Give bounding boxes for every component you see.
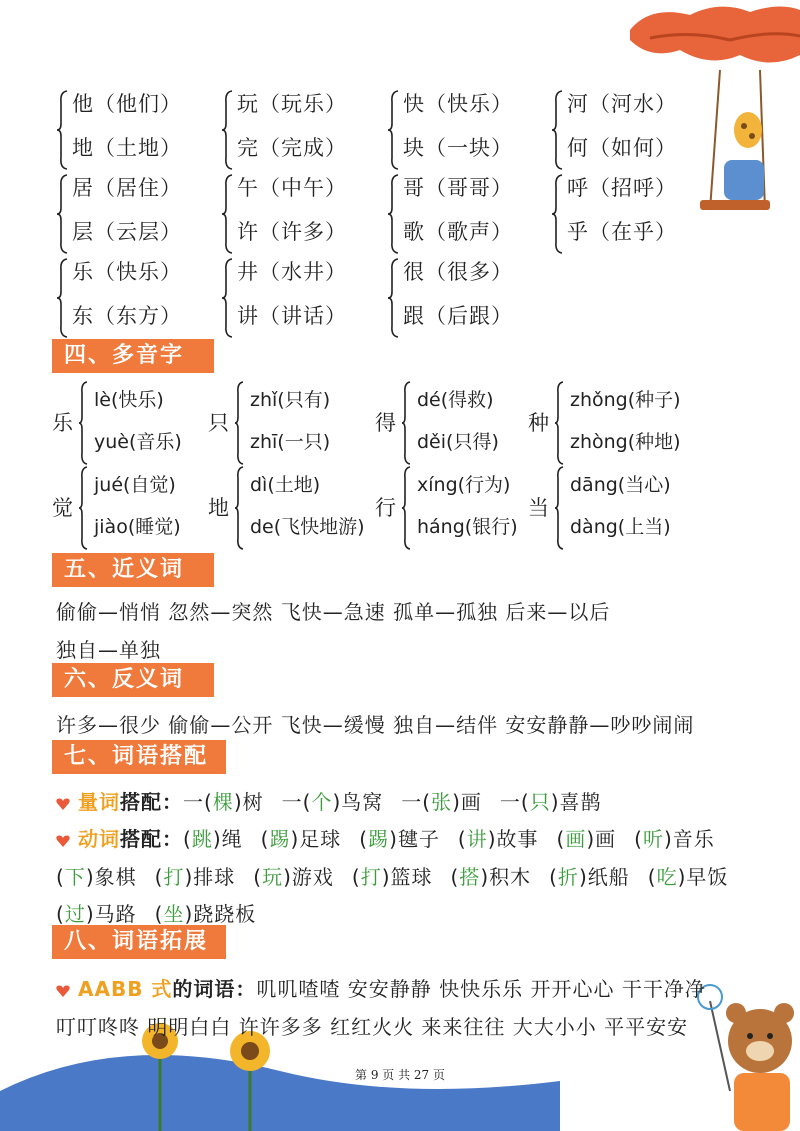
polyphone-group bbox=[52, 466, 227, 550]
verb-line-3 bbox=[56, 898, 274, 927]
brace-icon bbox=[78, 466, 88, 550]
collocation-item: (听)音乐 bbox=[634, 827, 715, 851]
section-8-header: 八、词语拓展 bbox=[52, 925, 226, 959]
expansion-words-1: 叽叽喳喳 安安静静 快快乐乐 开开心心 干干净净 bbox=[256, 977, 706, 1001]
collocation-item: (踢)足球 bbox=[260, 827, 342, 851]
collocation-item: (跳)绳 bbox=[183, 827, 243, 851]
brace-icon bbox=[234, 466, 244, 550]
char-group-item: 东（东方） bbox=[72, 304, 182, 328]
polyphone-group bbox=[208, 466, 383, 550]
polyphone-char: 觉 bbox=[52, 496, 73, 520]
polyphone-reading: dàng(上当) bbox=[570, 516, 671, 538]
collocation-item: (搭)积木 bbox=[450, 865, 532, 889]
char-group-item: 跟（后跟） bbox=[403, 304, 513, 328]
char-group-item: 井（水井） bbox=[237, 260, 347, 284]
char-group bbox=[221, 88, 371, 172]
measure-label: 搭配： bbox=[120, 790, 183, 814]
collocation-item: 一(个)鸟窝 bbox=[281, 790, 384, 814]
collocation-item: (踢)毽子 bbox=[359, 827, 440, 851]
polyphone-group bbox=[375, 381, 550, 465]
collocation-word: 坐 bbox=[163, 902, 185, 926]
collocation-item: (玩)游戏 bbox=[253, 865, 334, 889]
polyphone-reading: zhǒng(种子) bbox=[570, 389, 681, 411]
collocation-item: (画)画 bbox=[556, 827, 617, 851]
expansion-line-2: 叮叮咚咚 明明白白 许许多多 红红火火 来来往往 大大小小 平平安安 bbox=[56, 1015, 689, 1039]
collocation-item: 一(棵)树 bbox=[183, 790, 264, 814]
verb-keyword: 动词 bbox=[78, 827, 120, 851]
char-group-item: 何（如何） bbox=[567, 136, 677, 160]
brace-icon bbox=[387, 174, 399, 254]
measure-word-line bbox=[56, 786, 620, 815]
collocation-word: 下 bbox=[64, 865, 86, 889]
polyphone-reading: jué(自觉) bbox=[94, 474, 176, 496]
char-group bbox=[221, 256, 371, 340]
collocation-item: 一(张)画 bbox=[401, 790, 482, 814]
polyphone-reading: dì(土地) bbox=[250, 474, 321, 496]
char-group-item: 呼（招呼） bbox=[567, 176, 677, 200]
collocation-word: 打 bbox=[163, 865, 185, 889]
collocation-item: 一(只)喜鹊 bbox=[499, 790, 602, 814]
char-group bbox=[221, 172, 371, 256]
polyphone-reading: děi(只得) bbox=[417, 431, 499, 453]
char-group-item: 哥（哥哥） bbox=[403, 176, 513, 200]
collocation-item: (打)排球 bbox=[154, 865, 236, 889]
char-group bbox=[387, 172, 537, 256]
collocation-word: 棵 bbox=[212, 790, 234, 814]
polyphone-group bbox=[375, 466, 550, 550]
brace-icon bbox=[234, 381, 244, 465]
section-6-header: 六、反义词 bbox=[52, 663, 214, 697]
char-group bbox=[551, 88, 701, 172]
char-group-item: 许（许多） bbox=[237, 220, 347, 244]
char-group bbox=[56, 172, 206, 256]
char-group-item: 午（中午） bbox=[237, 176, 347, 200]
collocation-word: 只 bbox=[529, 790, 551, 814]
brace-icon bbox=[221, 174, 233, 254]
polyphone-char: 得 bbox=[375, 411, 396, 435]
brace-icon bbox=[554, 466, 564, 550]
polyphone-reading: zhǐ(只有) bbox=[250, 389, 331, 411]
char-group-item: 完（完成） bbox=[237, 136, 347, 160]
section-7-header: 七、词语搭配 bbox=[52, 740, 226, 774]
char-group-item: 乎（在乎） bbox=[567, 220, 677, 244]
polyphone-reading: zhòng(种地) bbox=[570, 431, 681, 453]
brace-icon bbox=[387, 258, 399, 338]
collocation-word: 搭 bbox=[459, 865, 481, 889]
brace-icon bbox=[551, 90, 563, 170]
giraffe-swing-illustration bbox=[690, 70, 780, 250]
char-group-item: 河（河水） bbox=[567, 92, 677, 116]
section-4-header: 四、多音字 bbox=[52, 339, 214, 373]
brace-icon bbox=[401, 466, 411, 550]
verb-label: 搭配： bbox=[120, 827, 183, 851]
polyphone-reading: zhī(一只) bbox=[250, 431, 331, 453]
collocation-item: (坐)跷跷板 bbox=[154, 902, 257, 926]
char-group-item: 讲（讲话） bbox=[237, 304, 347, 328]
antonyms-line-1: 许多—很少 偷偷—公开 飞快—缓慢 独自—结伴 安安静静—吵吵闹闹 bbox=[56, 713, 695, 737]
collocation-word: 过 bbox=[64, 902, 86, 926]
brace-icon bbox=[221, 90, 233, 170]
brace-icon bbox=[56, 174, 68, 254]
char-group-item: 块（一块） bbox=[403, 136, 513, 160]
polyphone-char: 乐 bbox=[52, 411, 73, 435]
polyphone-reading: jiào(睡觉) bbox=[94, 516, 181, 538]
collocation-item: (下)象棋 bbox=[56, 865, 137, 889]
bear-with-net-illustration bbox=[690, 981, 800, 1131]
collocation-item: (吃)早饭 bbox=[647, 865, 729, 889]
verb-line-2 bbox=[56, 861, 746, 890]
expansion-line-1 bbox=[56, 973, 706, 1002]
brace-icon bbox=[387, 90, 399, 170]
collocation-word: 张 bbox=[431, 790, 453, 814]
collocation-word: 打 bbox=[360, 865, 382, 889]
synonyms-line-2: 独自—单独 bbox=[56, 638, 161, 662]
heart-bullet-icon bbox=[56, 985, 70, 997]
collocation-word: 跳 bbox=[191, 827, 213, 851]
section-5-header: 五、近义词 bbox=[52, 553, 214, 587]
verb-line-1 bbox=[56, 823, 733, 852]
collocation-item: (折)纸船 bbox=[549, 865, 630, 889]
collocation-word: 踢 bbox=[368, 827, 390, 851]
collocation-word: 讲 bbox=[466, 827, 488, 851]
brace-icon bbox=[554, 381, 564, 465]
char-group-item: 他（他们） bbox=[72, 92, 182, 116]
polyphone-reading: háng(银行) bbox=[417, 516, 518, 538]
page-number: 第 9 页 共 27 页 bbox=[355, 1068, 445, 1082]
collocation-word: 玩 bbox=[262, 865, 284, 889]
polyphone-char: 地 bbox=[208, 496, 229, 520]
collocation-word: 个 bbox=[311, 790, 333, 814]
collocation-word: 折 bbox=[557, 865, 579, 889]
brace-icon bbox=[401, 381, 411, 465]
collocation-word: 画 bbox=[565, 827, 587, 851]
brace-icon bbox=[221, 258, 233, 338]
polyphone-char: 种 bbox=[528, 411, 549, 435]
tree-canopy-decoration bbox=[630, 0, 800, 70]
char-group-item: 居（居住） bbox=[72, 176, 182, 200]
heart-bullet-icon bbox=[56, 798, 70, 810]
polyphone-group bbox=[208, 381, 383, 465]
char-group-item: 玩（玩乐） bbox=[237, 92, 347, 116]
polyphone-reading: yuè(音乐) bbox=[94, 431, 182, 453]
char-group-item: 乐（快乐） bbox=[72, 260, 182, 284]
char-group-item: 歌（歌声） bbox=[403, 220, 513, 244]
char-group-item: 快（快乐） bbox=[403, 92, 513, 116]
collocation-item: (打)篮球 bbox=[351, 865, 433, 889]
polyphone-reading: dāng(当心) bbox=[570, 474, 671, 496]
brace-icon bbox=[78, 381, 88, 465]
expansion-keyword: AABB 式 bbox=[78, 977, 173, 1001]
brace-icon bbox=[56, 90, 68, 170]
polyphone-char: 行 bbox=[375, 496, 396, 520]
char-group bbox=[56, 88, 206, 172]
collocation-item: (讲)故事 bbox=[457, 827, 539, 851]
char-group-item: 层（云层） bbox=[72, 220, 182, 244]
polyphone-char: 只 bbox=[208, 411, 229, 435]
heart-bullet-icon bbox=[56, 835, 70, 847]
char-group bbox=[56, 256, 206, 340]
char-group-item: 地（土地） bbox=[72, 136, 182, 160]
char-group-item: 很（很多） bbox=[403, 260, 513, 284]
char-group bbox=[387, 88, 537, 172]
char-group bbox=[551, 172, 701, 256]
polyphone-group bbox=[52, 381, 227, 465]
measure-keyword: 量词 bbox=[78, 790, 120, 814]
char-group bbox=[387, 256, 537, 340]
polyphone-group bbox=[528, 381, 703, 465]
polyphone-reading: xíng(行为) bbox=[417, 474, 511, 496]
polyphone-reading: de(飞快地游) bbox=[250, 516, 365, 538]
polyphone-group bbox=[528, 466, 703, 550]
collocation-word: 踢 bbox=[269, 827, 291, 851]
collocation-item: (过)马路 bbox=[56, 902, 137, 926]
collocation-word: 吃 bbox=[656, 865, 678, 889]
polyphone-char: 当 bbox=[528, 496, 549, 520]
polyphone-reading: lè(快乐) bbox=[94, 389, 164, 411]
expansion-label: 的词语： bbox=[172, 977, 257, 1001]
brace-icon bbox=[56, 258, 68, 338]
synonyms-line-1: 偷偷—悄悄 忽然—突然 飞快—急速 孤单—孤独 后来—以后 bbox=[56, 600, 611, 624]
brace-icon bbox=[551, 174, 563, 254]
polyphone-reading: dé(得救) bbox=[417, 389, 494, 411]
collocation-word: 听 bbox=[642, 827, 664, 851]
